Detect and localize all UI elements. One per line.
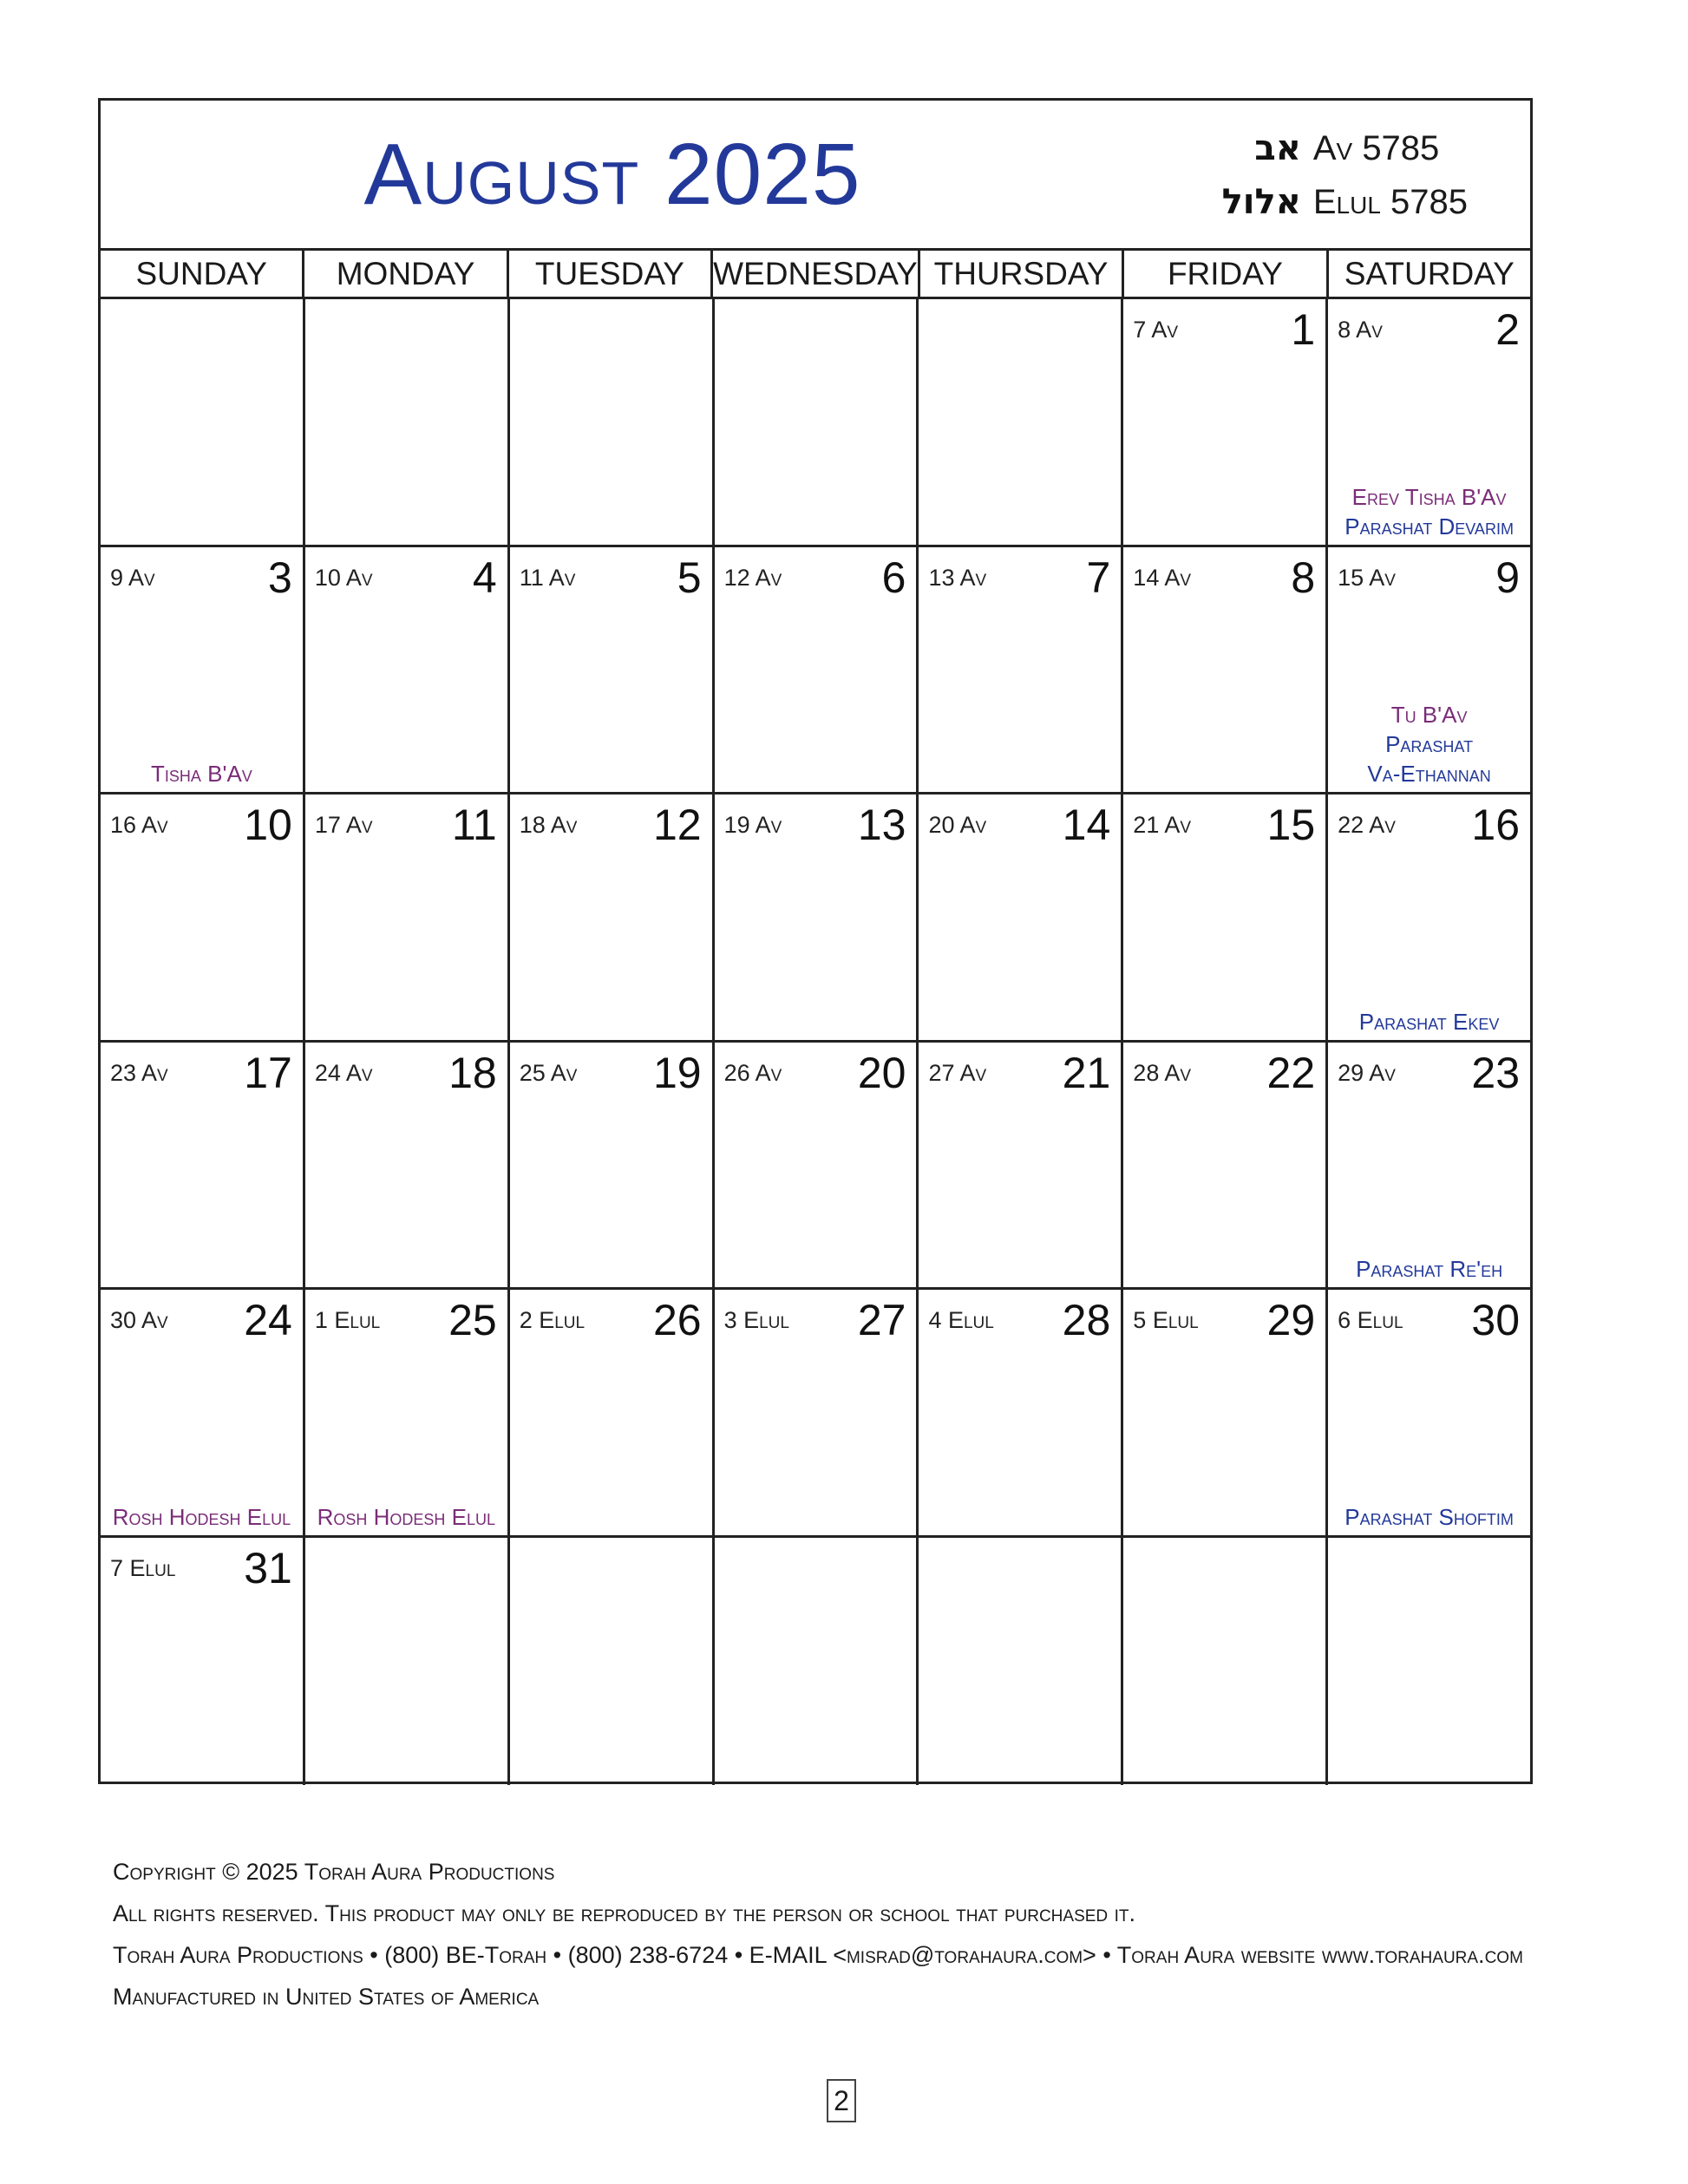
weekday-header: THURSDAY [920,251,1124,297]
week-row [101,547,1530,795]
day-cell [305,1043,510,1288]
day-number: 24 [244,1296,292,1344]
parasha-label: Parashat Devarim [1345,513,1514,539]
day-number: 10 [244,801,292,849]
day-events [1328,1254,1530,1284]
day-number: 18 [448,1048,497,1097]
hebrew-date: 17 Av [314,812,373,838]
holiday-label: Tisha B'Av [151,761,252,787]
day-cell [919,1043,1123,1288]
day-number: 13 [857,801,906,849]
calendar-header [101,101,1530,251]
hebrew-date: 2 Elul [519,1307,586,1333]
day-number: 12 [652,801,702,849]
day-number: 7 [1086,553,1111,602]
day-events [305,1502,507,1532]
week-row [101,794,1530,1043]
day-number: 4 [472,553,497,602]
weekday-header-row [101,251,1530,299]
day-number: 9 [1495,553,1521,602]
day-events [1328,700,1530,788]
day-cell [101,794,305,1040]
day-number: 26 [652,1296,702,1344]
day-number: 11 [451,801,497,849]
day-number: 15 [1266,801,1316,849]
hebrew-date: 13 Av [928,564,987,591]
empty-day-cell [305,299,510,545]
day-cell [919,547,1123,793]
day-cell [101,1043,305,1288]
hebrew-month-name: Elul 5785 [1312,182,1468,221]
hebrew-date: 3 Elul [723,1307,789,1333]
empty-day-cell [305,1538,510,1786]
day-cell [510,547,715,793]
hebrew-date: 19 Av [723,812,782,838]
day-number: 27 [857,1296,906,1344]
hebrew-month-row [1214,175,1468,229]
hebrew-date: 6 Elul [1338,1307,1403,1333]
day-cell [919,1290,1123,1535]
week-row [101,299,1530,547]
week-row [101,1043,1530,1291]
footer [113,1851,1523,2017]
weekday-header: MONDAY [304,251,508,297]
day-cell [1123,547,1328,793]
day-number: 5 [677,553,702,602]
empty-day-cell [510,299,715,545]
hebrew-date: 15 Av [1338,564,1396,591]
hebrew-date: 10 Av [314,564,373,591]
day-number: 17 [244,1048,292,1097]
empty-day-cell [715,299,919,545]
day-number: 31 [244,1543,292,1592]
parasha-label: Parashat Ekev [1358,1008,1500,1035]
parasha-label: Parashat Shoftim [1345,1503,1514,1530]
empty-day-cell [715,1538,919,1786]
day-number: 3 [268,553,292,602]
day-number: 28 [1062,1296,1111,1344]
week-row [101,1538,1530,1786]
empty-day-cell [919,1538,1123,1786]
empty-day-cell [1123,1538,1328,1786]
day-number: 20 [857,1048,906,1097]
day-events [1328,1007,1530,1036]
day-cell [1123,794,1328,1040]
hebrew-date: 12 Av [723,564,782,591]
empty-day-cell [1328,1538,1530,1786]
day-number: 14 [1062,801,1111,849]
day-cell [1328,794,1530,1040]
day-events [101,759,303,788]
day-cell [715,547,919,793]
hebrew-date: 8 Av [1338,317,1383,343]
parasha-label: Parashat [1385,731,1474,757]
empty-day-cell [510,1538,715,1786]
parasha-label: Va-Ethannan [1367,761,1491,787]
hebrew-date: 25 Av [519,1059,578,1086]
calendar-grid [101,299,1530,1782]
weekday-header: WEDNESDAY [713,251,920,297]
contact-line: Torah Aura Productions • (800) BE-Torah • (800) 238-6724 • E-MAIL <misrad@torahaura.com> • Torah Aura website www.torahaura.com [113,1942,1523,1968]
day-cell [305,794,510,1040]
day-number: 25 [448,1296,497,1344]
empty-day-cell [919,299,1123,545]
day-cell [305,547,510,793]
hebrew-date: 5 Elul [1133,1307,1199,1333]
hebrew-date: 28 Av [1133,1059,1192,1086]
day-cell [715,1290,919,1535]
week-row [101,1290,1530,1538]
hebrew-date: 7 Av [1133,317,1179,343]
hebrew-date: 4 Elul [928,1307,994,1333]
hebrew-date: 14 Av [1133,564,1192,591]
hebrew-date: 24 Av [314,1059,373,1086]
holiday-label: Erev Tisha B'Av [1351,483,1507,510]
hebrew-date: 20 Av [928,812,987,838]
empty-day-cell [101,299,305,545]
hebrew-date: 27 Av [928,1059,987,1086]
day-number: 16 [1471,801,1521,849]
holiday-label: Rosh Hodesh Elul [112,1503,291,1530]
hebrew-month-row [1214,121,1468,175]
day-cell [510,1290,715,1535]
calendar [98,98,1533,1784]
hebrew-date: 21 Av [1133,812,1192,838]
day-cell [1123,299,1328,545]
manufactured-line: Manufactured in United States of America [113,1984,540,2010]
day-cell [1123,1043,1328,1288]
day-cell [510,794,715,1040]
day-cell [101,1290,305,1535]
day-events [101,1502,303,1532]
day-number: 30 [1471,1296,1521,1344]
day-cell [1328,299,1530,545]
month-title: August 2025 [363,126,861,223]
day-number: 19 [652,1048,702,1097]
day-number: 29 [1266,1296,1316,1344]
day-cell [510,1043,715,1288]
day-number: 1 [1291,305,1316,354]
day-cell [101,547,305,793]
day-cell [101,1538,305,1786]
hebrew-month-script: אב [1254,128,1301,168]
day-cell [715,794,919,1040]
weekday-header: SATURDAY [1344,256,1515,291]
holiday-label: Tu B'Av [1390,702,1468,728]
hebrew-date: 26 Av [723,1059,782,1086]
hebrew-date: 18 Av [519,812,578,838]
hebrew-month-script: אלול [1221,182,1301,222]
day-cell [1123,1290,1328,1535]
weekday-header: TUESDAY [509,251,713,297]
day-cell [715,1043,919,1288]
hebrew-date: 22 Av [1338,812,1396,838]
hebrew-months [1214,121,1468,229]
parasha-label: Parashat Re'eh [1356,1256,1503,1282]
hebrew-date: 30 Av [110,1307,168,1333]
day-events [1328,482,1530,541]
day-number: 8 [1291,553,1316,602]
hebrew-date: 9 Av [110,564,155,591]
day-number: 23 [1471,1048,1521,1097]
hebrew-month-name: Av 5785 [1312,128,1440,167]
hebrew-date: 29 Av [1338,1059,1396,1086]
hebrew-date: 1 Elul [314,1307,381,1333]
day-cell [1328,1043,1530,1288]
day-number: 6 [881,553,906,602]
holiday-label: Rosh Hodesh Elul [317,1503,495,1530]
day-events [1328,1502,1530,1532]
hebrew-date: 11 Av [519,564,576,591]
day-number: 2 [1495,305,1521,354]
day-cell [919,794,1123,1040]
hebrew-date: 23 Av [110,1059,168,1086]
rights-line: All rights reserved. This product may only be reproduced by the person or school that purchased it. [113,1900,1136,1926]
copyright-line: Copyright © 2025 Torah Aura Productions [113,1859,555,1885]
hebrew-date: 16 Av [110,812,168,838]
day-cell [1328,547,1530,793]
weekday-header: SUNDAY [101,251,304,297]
weekday-header: FRIDAY [1124,251,1328,297]
day-number: 22 [1266,1048,1316,1097]
day-cell [1328,1290,1530,1535]
day-number: 21 [1062,1048,1111,1097]
hebrew-date: 7 Elul [110,1554,176,1581]
day-cell [305,1290,510,1535]
page-number: 2 [827,2079,856,2122]
